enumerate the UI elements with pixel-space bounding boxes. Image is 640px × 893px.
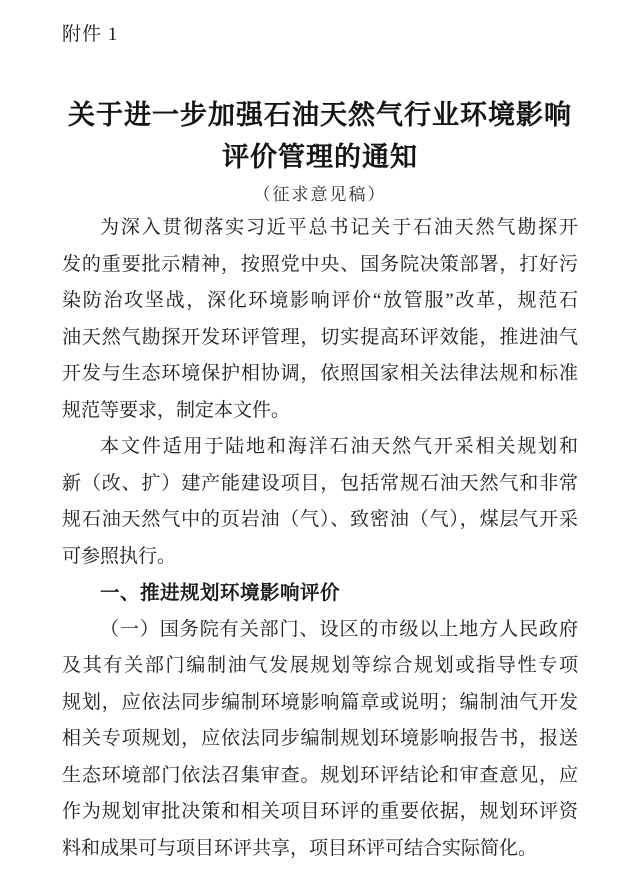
title-line-2: 评价管理的通知 [222,142,418,172]
body-line: 开发与生态环境保护相协调，依照国家相关法律法规和标准 [62,363,578,384]
body-line: 规石油天然气中的页岩油（气）、致密油（气），煤层气开采 [62,509,578,530]
body-line: 相关专项规划，应依法同步编制规划环境影响报告书，报送 [62,728,578,749]
document-title [62,94,578,178]
document-subtitle: （征求意见稿） [253,185,387,204]
body-line: 本文件适用于陆地和海洋石油天然气开采相关规划和 [100,436,578,457]
section-heading: 一、推进规划环境影响评价 [100,582,341,604]
body-line: 发的重要批示精神，按照党中央、国务院决策部署，打好污 [62,253,578,275]
body-line: 规范等要求，制定本文件。 [62,399,291,421]
paragraph [62,612,578,868]
attachment-label: 附件 1 [62,24,119,45]
body-line: 为深入贯彻落实习近平总书记关于石油天然气勘探开 [100,217,578,238]
document-body [62,210,578,867]
paragraph [62,210,578,429]
body-line: （一）国务院有关部门、设区的市级以上地方人民政府 [100,618,578,640]
body-line: 油天然气勘探开发环评管理，切实提高环评效能，推进油气 [62,326,578,348]
title-line-1: 关于进一步加强石油天然气行业环境影响 [68,100,572,130]
body-line: 生态环境部门依法召集审查。规划环评结论和审查意见，应 [62,764,578,786]
paragraph [62,429,578,575]
body-line: 染防治攻坚战，深化环境影响评价“放管服”改革，规范石 [62,290,578,311]
body-line: 作为规划审批决策和相关项目环评的重要依据，规划环评资 [62,801,578,822]
body-line: 及其有关部门编制油气发展规划等综合规划或指导性专项 [62,655,578,676]
body-line: 料和成果可与项目环评共享，项目环评可结合实际简化。 [62,837,538,859]
body-line: 可参照执行。 [62,545,177,567]
body-line: 新（改、扩）建产能建设项目，包括常规石油天然气和非常 [62,472,578,494]
body-line: 规划，应依法同步编制环境影响篇章或说明；编制油气开发 [62,691,578,713]
